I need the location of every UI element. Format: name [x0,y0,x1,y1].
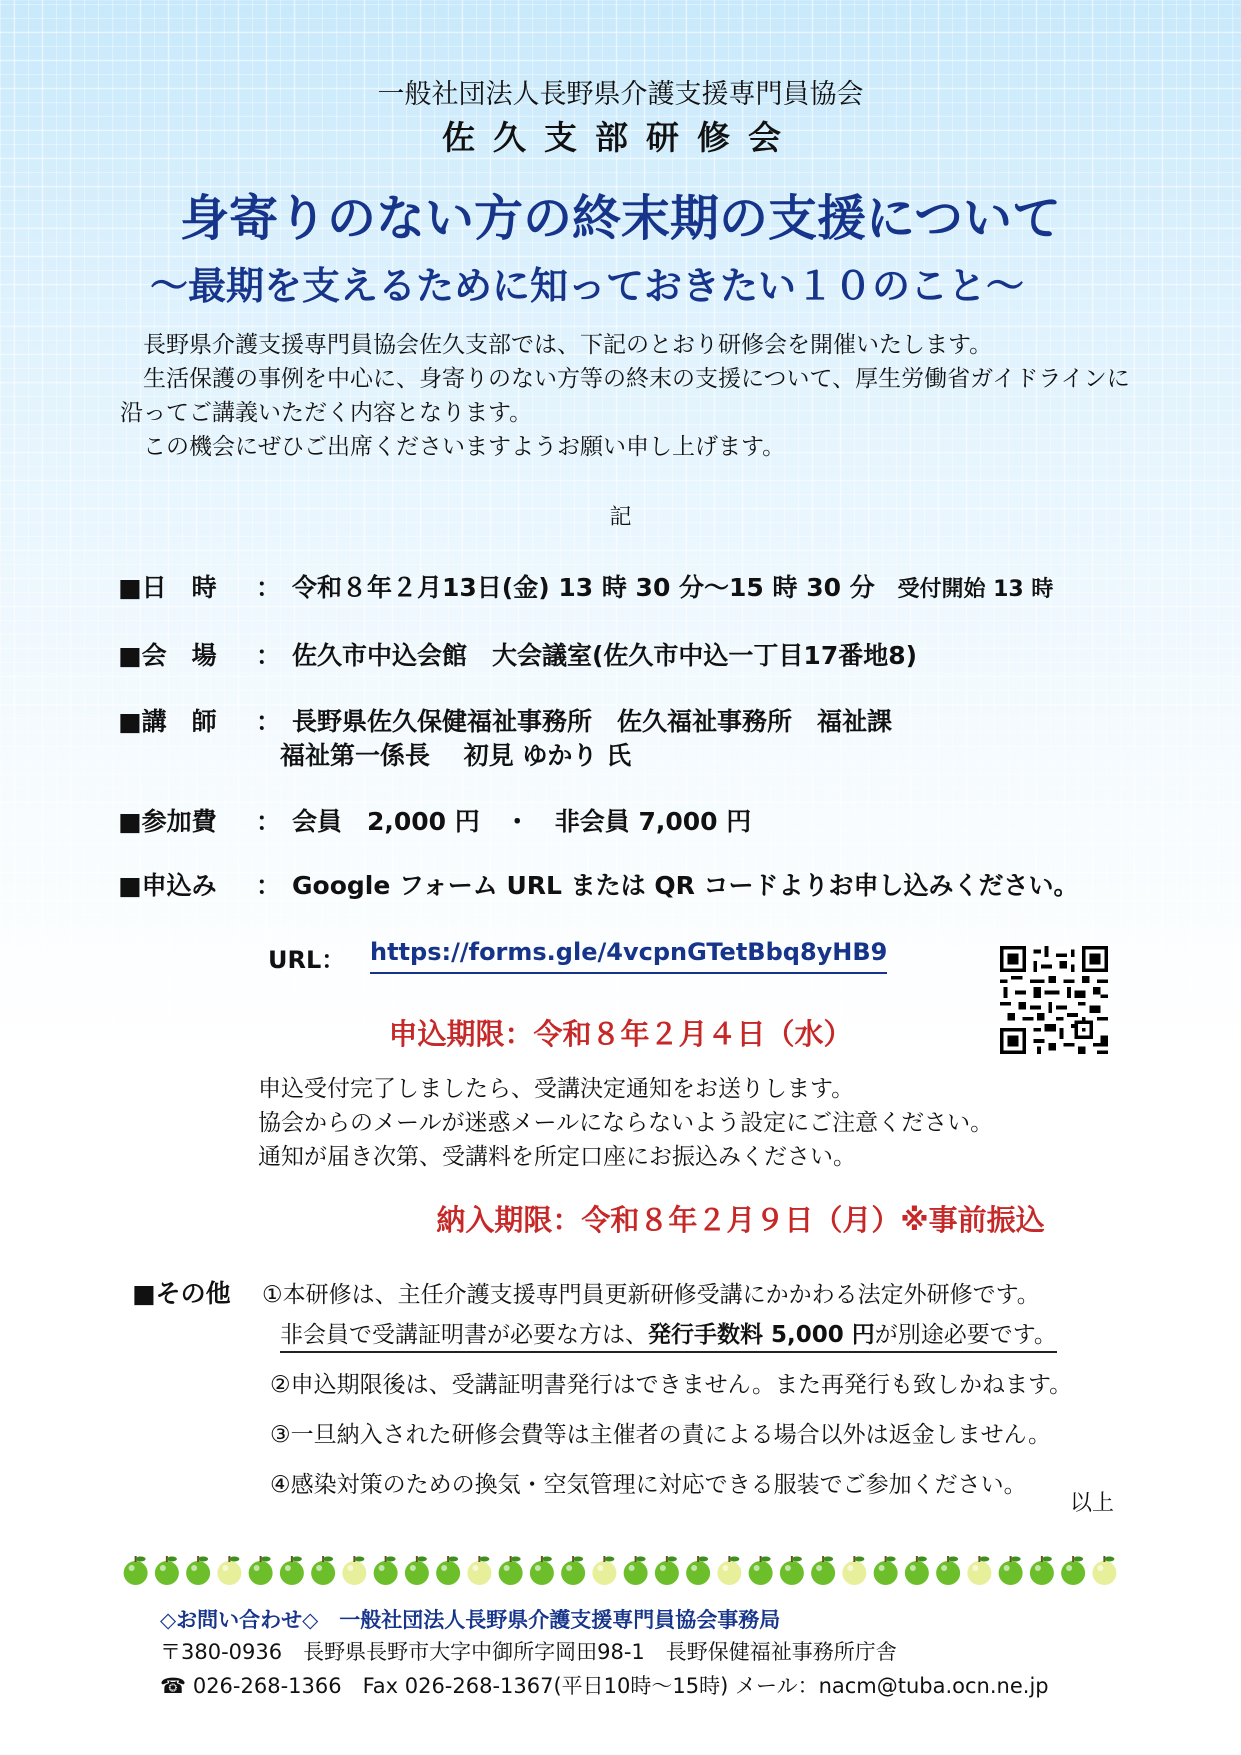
lecturer-label: ■講 師 [118,707,217,736]
fee-label: ■参加費 [118,807,217,836]
apple-icon [311,1556,335,1585]
apple-decoration [120,1552,1120,1588]
apple-icon [124,1556,148,1585]
intro-paragraph: 長野県介護支援専門員協会佐久支部では、下記のとおり研修会を開催いたします。 [120,332,993,358]
apple-icon [374,1556,398,1585]
apply-value: Google フォーム URL または QR コードよりお申し込みください。 [292,871,1079,900]
other-item-1: ①本研修は、主任介護支援専門員更新研修受講にかかわる法定外研修です。 [262,1282,1040,1308]
apple-icon [842,1556,866,1585]
lecturer-line2: 福祉第一係長 初見 ゆかり 氏 [280,741,632,770]
colon: ： [256,707,282,736]
colon: ： [256,573,282,602]
apple-icon [655,1556,679,1585]
apple-icon [217,1556,241,1585]
apple-icon [624,1556,648,1585]
note-line: 申込受付完了しましたら、受講決定通知をお送りします。 [258,1076,855,1102]
apple-icon [499,1556,523,1585]
apple-icon [967,1556,991,1585]
other-item-2: ②申込期限後は、受講証明書発行はできません。また再発行も致しかねます。 [270,1372,1073,1398]
apple-icon [999,1556,1023,1585]
apple-icon [155,1556,179,1585]
venue-value: 佐久市中込会館 大会議室(佐久市中込一丁目17番地8) [292,641,918,670]
intro-paragraph: 生活保護の事例を中心に、身寄りのない方等の終末の支援について、厚生労働省ガイドラインに沿ってご講義いただく内容となります。 [120,366,1130,426]
payment-deadline: 納入期限：令和８年２月９日（月）※事前振込 [436,1203,1045,1237]
note-line: 通知が届き次第、受講料を所定口座にお振込みください。 [258,1144,856,1170]
application-deadline: 申込期限：令和８年２月４日（水） [388,1017,853,1051]
reception-time: 受付開始 13 時 [897,577,1054,602]
colon: ： [256,641,282,670]
organization-name: 一般社団法人長野県介護支援専門員協会 [377,79,864,110]
venue-label: ■会 場 [118,641,217,670]
fee-value: 会員 2,000 円 ・ 非会員 7,000 円 [292,807,752,836]
apple-icon [249,1556,273,1585]
contact-heading: ◇お問い合わせ◇ 一般社団法人長野県介護支援専門員協会事務局 [160,1608,781,1632]
lecturer-row [118,702,892,738]
intro-text [120,328,1130,464]
apple-icon [686,1556,710,1585]
apply-label: ■申込み [118,871,217,900]
datetime-value: 令和８年２月13日(金) 13 時 30 分～15 時 30 分 [292,573,875,602]
apple-icon [780,1556,804,1585]
apple-icon [467,1556,491,1585]
apple-icon [405,1556,429,1585]
apple-icon [592,1556,616,1585]
other-item-3: ③一旦納入された研修会費等は主催者の責による場合以外は返金しません。 [270,1422,1051,1448]
apple-icon [874,1556,898,1585]
ki-marker: 記 [609,505,632,530]
other-label: ■その他 [132,1279,231,1308]
lecturer-line1: 長野県佐久保健福祉事務所 佐久福祉事務所 福祉課 [292,707,893,736]
datetime-row [118,568,1053,604]
branch-title: 佐久支部研修会 [442,118,799,157]
intro-paragraph: この機会にぜひご出席くださいますようお願い申し上げます。 [120,434,786,460]
fee-note-bold: 発行手数料 5,000 円 [648,1322,875,1348]
fee-note-post: が別途必要です。 [874,1322,1057,1348]
notes [258,1072,993,1174]
apple-icon [749,1556,773,1585]
colon: ： [256,807,282,836]
apple-icon [280,1556,304,1585]
fee-note-pre: 非会員で受講証明書が必要な方は、 [280,1322,648,1348]
apple-icon [342,1556,366,1585]
apple-icon [436,1556,460,1585]
other-item-4: ④感染対策のための換気・空気管理に対応できる服装でご参加ください。 [270,1472,1027,1498]
page-title: 身寄りのない方の終末期の支援について [179,190,1062,247]
apple-icon [717,1556,741,1585]
apple-icon [1030,1556,1054,1585]
apple-icon [811,1556,835,1585]
colon: ： [256,871,282,900]
url-label: URL： [268,946,346,974]
apple-icon [530,1556,554,1585]
fee-row [118,802,751,838]
other-item-1b [280,1316,1057,1349]
datetime-label: ■日 時 [118,573,217,602]
apple-icon [561,1556,585,1585]
fee-note [280,1322,1057,1353]
apple-icon [936,1556,960,1585]
page-subtitle: ～最期を支えるために知っておきたい１０のこと～ [150,264,1025,308]
apply-row [118,866,1079,902]
note-line: 協会からのメールが迷惑メールにならないよう設定にご注意ください。 [258,1110,994,1136]
form-url-link[interactable]: https://forms.gle/4vcpnGTetBbq8yHB9 [370,938,887,974]
contact-phone: ☎ 026-268-1366 Fax 026-268-1367(平日10時～15時) メール：nacm@tuba.ocn.ne.jp [160,1674,1049,1698]
venue-row [118,636,917,672]
apple-icon [1092,1556,1116,1585]
apple-icon [1061,1556,1085,1585]
closing-ijo: 以上 [1070,1491,1115,1516]
apple-icon [905,1556,929,1585]
contact-address: 〒380-0936 長野県長野市大字中御所字岡田98-1 長野保健福祉事務所庁舎 [160,1640,897,1664]
apple-icon [186,1556,210,1585]
